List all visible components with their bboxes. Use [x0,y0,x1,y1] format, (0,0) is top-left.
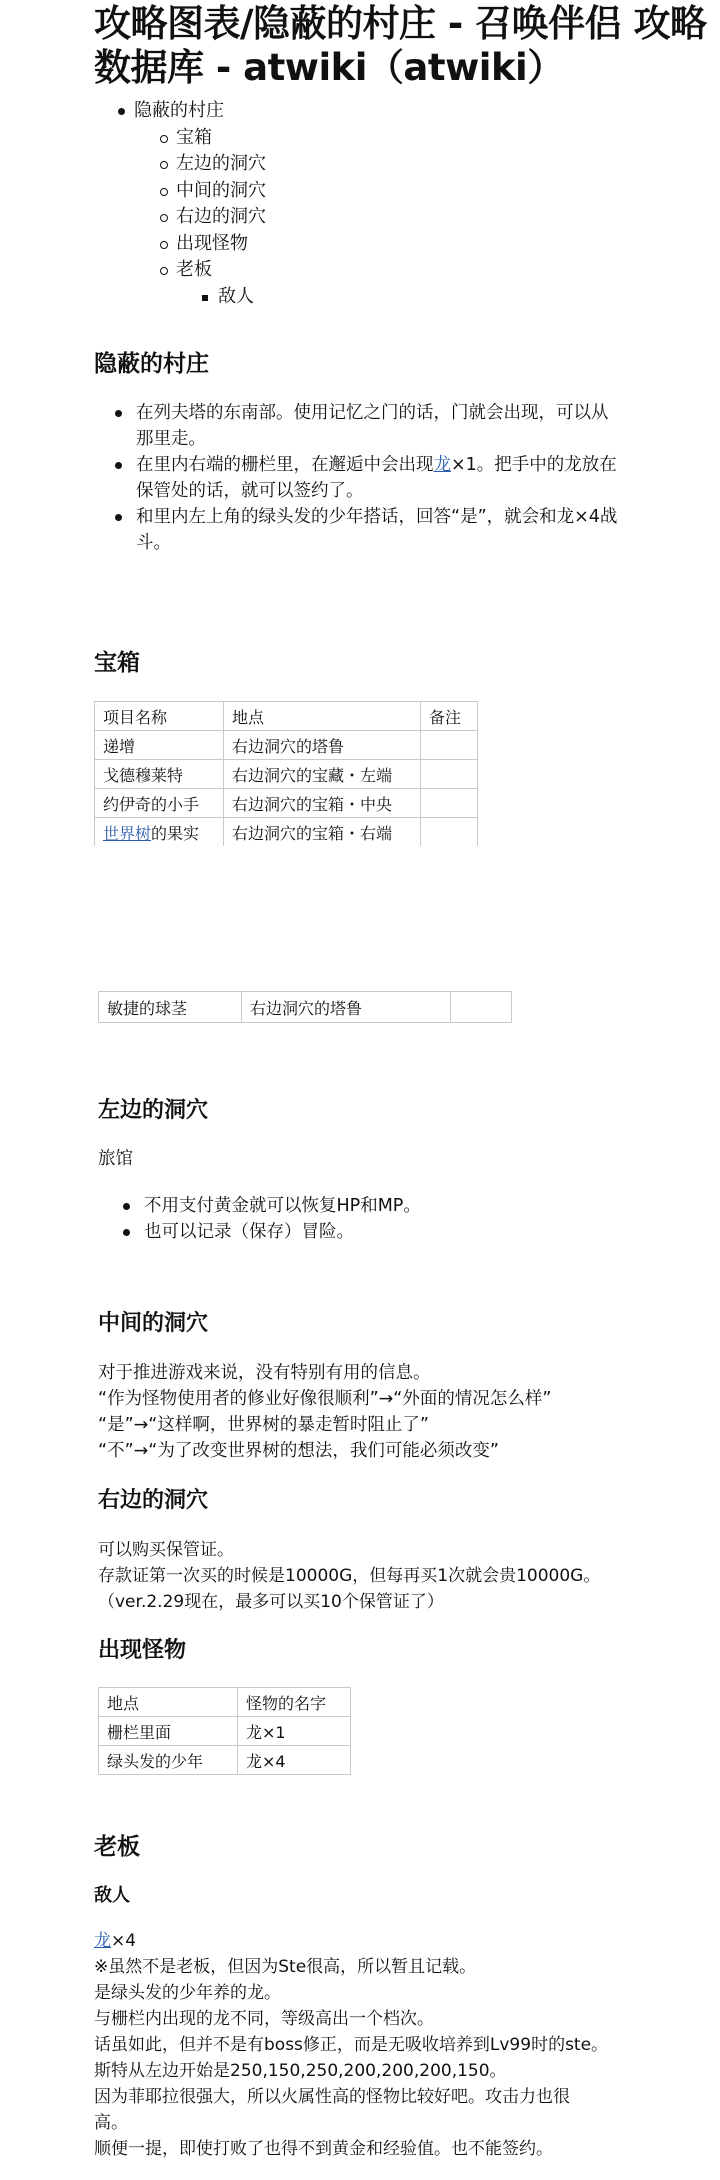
toc-item-monsters[interactable]: 出现怪物 [116,231,266,258]
section-heading-village: 隐蔽的村庄 [94,351,209,377]
table-row: 栅栏里面 龙×1 [99,1717,351,1746]
toc-item-middle-cave[interactable]: 中间的洞穴 [116,178,266,205]
list-item: 在里内右端的栅栏里，在邂逅中会出现龙×1。把手中的龙放在 保管处的话，就可以签约了。 [112,452,712,504]
table-of-contents [116,98,266,310]
table-header-row: 项目名称 地点 备注 [95,702,478,731]
village-bullets [112,400,712,556]
toc-item-boss[interactable]: 老板 [116,257,266,284]
dragon-link[interactable]: 龙 [94,1931,111,1951]
world-tree-link[interactable]: 世界树 [103,823,152,843]
monsters-table [98,1687,351,1775]
right-cave-text: 可以购买保管证。 存款证第一次买的时候是10000G，但每再买1次就会贵10000G。 （ver.2.29现在，最多可以买10个保管证了） [98,1540,601,1612]
dragon-link[interactable]: 龙 [433,455,451,475]
section-heading-left-cave: 左边的洞穴 [98,1098,209,1123]
list-item: 也可以记录（保存）冒险。 [120,1219,700,1245]
toc-item-right-cave[interactable]: 右边的洞穴 [116,204,266,231]
left-cave-subtitle: 旅馆 [98,1149,133,1169]
list-item: 不用支付黄金就可以恢复HP和MP。 [120,1193,700,1219]
table-header-row: 地点 怪物的名字 [99,1688,351,1717]
toc-item-left-cave[interactable]: 左边的洞穴 [116,151,266,178]
list-item: 在列夫塔的东南部。使用记忆之门的话，门就会出现，可以从 那里走。 [112,400,712,452]
toc-item-enemy[interactable]: 敌人 [116,284,266,311]
table-row: 世界树的果实 右边洞穴的宝箱・右端 [95,818,478,847]
toc-item-treasure[interactable]: 宝箱 [116,125,266,152]
section-heading-right-cave: 右边的洞穴 [98,1488,209,1513]
treasure-table [94,701,478,846]
list-item: 和里内左上角的绿头发的少年搭话，回答“是”，就会和龙×4战 斗。 [112,504,712,556]
treasure-table-continued [98,991,512,1023]
table-row: 约伊奇的小手 右边洞穴的宝箱・中央 [95,789,478,818]
subsection-heading-enemy: 敌人 [94,1885,130,1906]
table-row: 戈德穆莱特 右边洞穴的宝藏・左端 [95,760,478,789]
middle-cave-text: 对于推进游戏来说，没有特别有用的信息。 “作为怪物使用者的修业好像很顺利”→“外面的情况怎么样” “是”→“这样啊，世界树的暴走暂时阻止了” “不”→“为了改变世界树的想法，我们可能必须改变” [98,1363,552,1461]
section-heading-treasure: 宝箱 [94,650,140,676]
toc-item-village[interactable]: 隐蔽的村庄 [116,98,266,125]
boss-text: 龙×4 ※虽然不是老板，但因为Ste很高，所以暂且记载。 是绿头发的少年养的龙。 与栅栏内出现的龙不同，等级高出一个档次。 话虽如此，但并不是有boss修正，而是无吸收培养到Lv99时的ste。 斯特从左边开始是250,150,250,200,200,200,150。 因为菲耶拉很强大，所以火属性高的怪物比较好吧。攻击力也很 高。 顺便一提，即使打败了也得不到黄金和经验值。也不能签约。 [94,1931,609,2159]
left-cave-bullets [120,1193,700,1245]
section-heading-middle-cave: 中间的洞穴 [98,1311,209,1336]
table-row: 递增 右边洞穴的塔鲁 [95,731,478,760]
table-row: 敏捷的球茎 右边洞穴的塔鲁 [99,992,512,1023]
table-row: 绿头发的少年 龙×4 [99,1746,351,1775]
section-heading-boss: 老板 [94,1834,140,1860]
page-title: 攻略图表/隐蔽的村庄 - 召唤伴侣 攻略数据库 - atwiki（atwiki） [94,2,707,89]
section-heading-monsters: 出现怪物 [98,1638,187,1663]
